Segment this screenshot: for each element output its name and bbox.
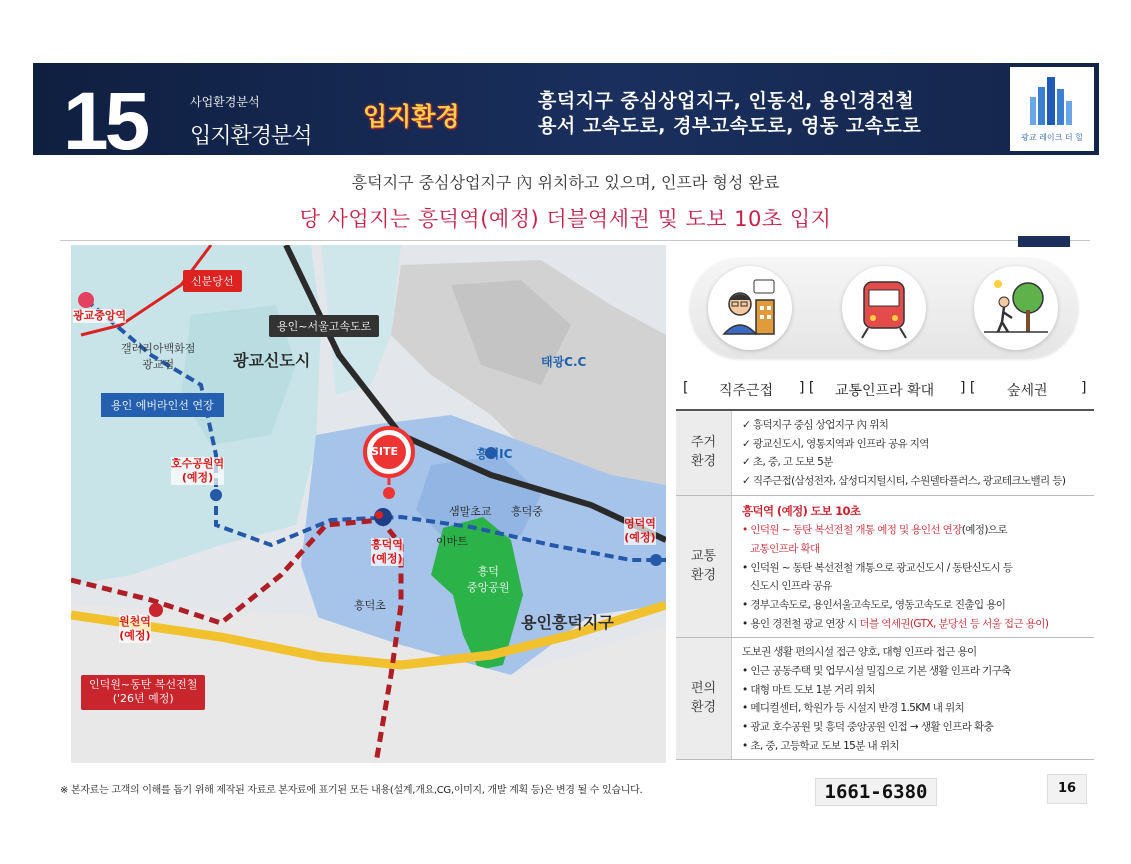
line-tag-bokseon — [81, 675, 205, 710]
bracket: ] — [1081, 380, 1087, 396]
location-map — [71, 245, 666, 763]
station-label-heungdeok-name: 흥덕역 — [371, 538, 403, 551]
headline-line-2: 용서 고속도로, 경부고속도로, 영동 고속도로 — [538, 115, 922, 137]
station-label-gwanggyo-jungang: 광교중앙역 — [73, 309, 127, 322]
station-label-hosu-sub: (예정) — [181, 470, 214, 484]
line-tag-expressway: 용인~서울고속도로 — [269, 315, 379, 337]
intro-text: 흥덕지구 중심상업지구 內 위치하고 있으며, 인프라 형성 완료 — [351, 173, 780, 192]
district-label-gwanggyo: 광교신도시 — [233, 351, 311, 370]
section-number: 15 — [63, 76, 147, 155]
district-label-heungdeok: 용인흥덕지구 — [521, 613, 614, 632]
list-item: • 광교 호수공원 및 흥덕 중앙공원 인접 → 생활 인프라 확충 — [742, 721, 994, 734]
table-row — [676, 638, 1094, 760]
station-label-wonchun — [119, 615, 151, 643]
row-content-living — [732, 411, 1094, 495]
galleria-name: 갤러리아백화점 — [121, 342, 196, 355]
feature-label-jikju: 직주근접 — [719, 383, 774, 399]
feature-label-forest: 숲세권 — [1007, 383, 1048, 399]
bracket: ] [ — [799, 380, 815, 396]
site-label: SITE — [371, 445, 399, 458]
tagline: 당 사업지는 흥덕역(예정) 더블역세권 및 도보 10초 입지 — [299, 207, 832, 231]
line-tag-everline: 용인 에버라인선 연장 — [101, 393, 224, 417]
row-title: 흥덕역 (예정) 도보 10초 — [742, 503, 861, 518]
headline-line-1: 흥덕지구 중심상업지구, 인동선, 용인경전철 — [538, 90, 915, 112]
page-header — [33, 63, 1099, 155]
station-label-heungdeok-sub: (예정) — [371, 551, 403, 565]
list-item: 신도시 인프라 공유 — [750, 580, 832, 593]
list-item: 도보권 생활 편의시설 접근 양호, 대형 인프라 접근 용이 — [742, 646, 977, 659]
line-tag-sinbundang: 신분당선 — [183, 270, 242, 292]
disclaimer: ※ 본자료는 고객의 이해를 돕기 위해 제작된 자료로 본자료에 표기된 모든 내용(설계,개요,CG,이미지, 개발 계획 등)은 변경 될 수 있습니다. — [60, 785, 643, 796]
building-logo-icon — [1024, 75, 1080, 125]
section-badge: 입지환경 — [363, 102, 460, 131]
station-label-wonchun-name: 원천역 — [119, 615, 151, 628]
galleria-sub: 광교점 — [142, 358, 175, 371]
line-tag-bokseon-sub: ('26년 예정) — [112, 692, 174, 706]
station-marker — [149, 603, 163, 617]
brand-logo — [1010, 67, 1094, 151]
feature-icons-panel — [690, 258, 1078, 358]
section-subtitle: 사업환경분석 — [190, 95, 260, 109]
list-item-highlight: • 인덕원 ~ 동탄 복선전철 개통 예정 및 용인선 연장 — [742, 524, 962, 537]
station-marker — [78, 292, 94, 308]
list-item: ✓ 초, 중, 고 도보 5분 — [742, 456, 833, 469]
section-title: 입지환경분석 — [190, 124, 312, 149]
page-number: 16 — [1047, 774, 1087, 804]
logo-text: 광교 레이크 더 힐 — [1021, 133, 1083, 142]
phone-number[interactable]: 1661-6380 — [815, 778, 937, 806]
accent-bar — [1018, 236, 1070, 247]
table-row — [676, 496, 1094, 639]
station-label-wonchun-sub: (예정) — [119, 628, 151, 642]
station-marker — [210, 489, 222, 501]
line-tag-bokseon-title: 인덕원~동탄 복선전철 — [89, 678, 198, 691]
row-header-convenience: 편의 환경 — [676, 638, 732, 759]
list-item: ✓ 광교신도시, 영통지역과 인프라 공유 지역 — [742, 437, 929, 450]
list-item-highlight: 더블 역세권(GTX, 분당선 등 서울 접근 용이) — [859, 617, 1049, 630]
list-item: • 메디컬센터, 학원가 등 시설지 반경 1.5KM 내 위치 — [742, 702, 965, 715]
park-sub: 중앙공원 — [467, 581, 510, 594]
list-item — [742, 615, 1088, 634]
list-item: ✓ 흥덕지구 중심 상업지구 內 위치 — [742, 419, 889, 431]
list-item: 교통인프라 확대 — [750, 542, 820, 555]
train-icon — [842, 266, 926, 350]
station-marker — [375, 511, 383, 519]
row-content-transport — [732, 496, 1094, 638]
table-row — [676, 411, 1094, 496]
feature-labels — [683, 380, 1091, 402]
cc-label: 태광C.C — [541, 355, 587, 369]
list-item: • 초, 중, 고등학교 도보 15분 내 위치 — [742, 739, 899, 752]
galleria-label — [121, 340, 195, 372]
feature-table — [676, 409, 1094, 760]
list-item: • 인근 공동주택 및 업무시설 밀집으로 기본 생활 인프라 기구축 — [742, 665, 1011, 678]
bracket: ] [ — [960, 380, 976, 396]
list-item-text: (예정)으로 — [961, 524, 1007, 537]
bracket: [ — [683, 380, 689, 396]
list-item: • 인덕원 ~ 동탄 복선전철 개통으로 광교신도시 / 동탄신도시 등 — [742, 561, 1013, 574]
park-name: 흥덕 — [477, 565, 499, 578]
list-item: • 경부고속도로, 용인서울고속도로, 영동고속도로 진출입 용이 — [742, 598, 1006, 611]
station-label-yeongdeok-sub: (예정) — [624, 530, 656, 544]
emart-label: 이마트 — [436, 535, 468, 548]
feature-label-transport: 교통인프라 확대 — [835, 383, 935, 399]
row-header-transport: 교통 환경 — [676, 496, 732, 638]
tree-walk-icon — [974, 266, 1058, 350]
row-header-living: 주거 환경 — [676, 411, 732, 495]
divider — [60, 240, 1090, 241]
ic-label: 흥덕IC — [476, 447, 513, 461]
station-label-hosu-name: 호수공원역 — [171, 457, 225, 470]
list-item: • 대형 마트 도보 1분 거리 위치 — [742, 683, 876, 696]
station-marker — [650, 554, 662, 566]
school-label-saemmal: 샘말초교 — [449, 505, 492, 518]
list-item: ✓ 직주근접(삼성전자, 삼성디지털시티, 수원델타플러스, 광교테크노밸리 등) — [742, 475, 1066, 488]
list-item-text: • 용인 경전철 광교 연장 시 — [742, 617, 857, 630]
school-label-heungdeok-el: 흥덕초 — [354, 599, 386, 612]
school-label-heungdeok-mid: 흥덕중 — [511, 505, 543, 518]
office-worker-icon — [708, 266, 792, 350]
station-label-yeongdeok-name: 영덕역 — [624, 517, 656, 530]
station-label-yeongdeok — [624, 517, 656, 545]
station-label-hosu — [171, 457, 224, 485]
row-content-convenience — [732, 638, 1094, 759]
list-item — [742, 521, 1088, 540]
park-label — [467, 563, 510, 595]
station-label-heungdeok — [371, 538, 403, 566]
